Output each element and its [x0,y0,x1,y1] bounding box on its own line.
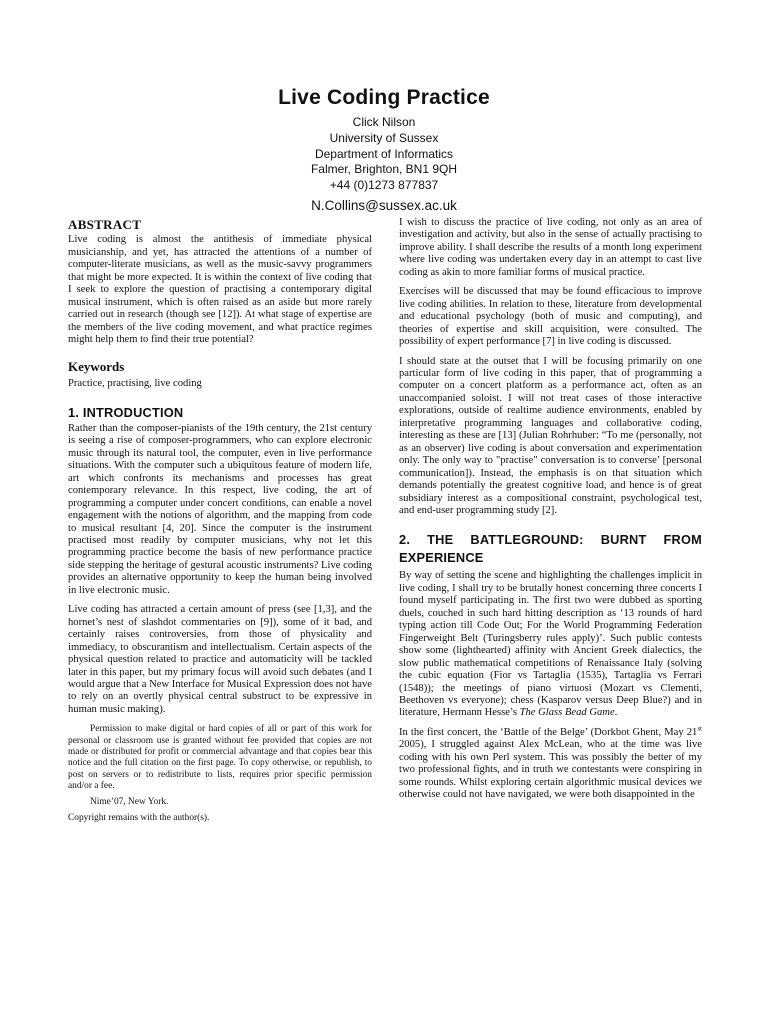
paper-title: Live Coding Practice [278,86,490,109]
right-paragraph-3: I should state at the outset that I will be focusing primarily on one particular form of live coding in this paper, that of programming a computer on a concert platform as a performance act, often as an unaccompanied soloist. I will not treat cases of those interactive explorations, outside of realtime audience environments, enabled by interpretative programming languages and collaborative coding, interesting as these are [13] (Julian Rohrhuber: “To me (personally, not as an observer) live coding is about conversation and experimentation only. The only way to "practise" conversation is to converse’ [personal communication]). Instead, the emphasis is on that situation which demands potentially the greatest cognitive load, and hence is of great subsidiary interest as a compositional constraint, psychological test, and end-user programming study [2]. [399,355,702,516]
right-paragraph-2: Exercises will be discussed that may be found efficacious to improve live coding abilities. In relation to these, literature from developmental and educational psychology (both of music and computing), and theories of expertise and skill acquisition, were consulted. The possibility of expert performance [7] in live coding is discussed. [399,286,702,348]
introduction-paragraph-2: Live coding has attracted a certain amount of press (see [1,3], and the hornet’s nest of slashdot commentaries on [9]), some of it bad, and certainly raises controversies, from those of physicality and immediacy, to obscurantism and intellectualism. Certain aspects of the physical question related to practice and automaticity will be tackled later in this paper, but my primary focus will avoid such debates (and I would argue that a New Interface for Musical Expression does not have to rely on an overtly physical central substruct to be expressive in human music making). [68,604,372,715]
ordinal-suffix: st [697,724,702,733]
keywords-text: Practice, practising, live coding [68,377,202,389]
battleground-paragraph-2 [399,724,702,802]
book-title: The Glass Bead Game [519,707,615,719]
right-paragraph-1: I wish to discuss the practice of live coding, not only as an area of investigation and activity, but also in the sense of actually practising to improve ability. I shall describe the results of a month long experiment where live coding was undertaken every day in an attempt to cast live coding as akin to more familiar forms of musical practice. [399,217,702,278]
battleground-heading: 2. THE BATTLEGROUND: BURNT FROM EXPERIENCE [399,532,702,566]
author-name: Click Nilson [352,115,416,129]
author-affiliation: University of Sussex [329,130,439,145]
battleground-p1-text: By way of setting the scene and highlighting the challenges implicit in live coding, I shall try to be brutally honest concerning three concerts I found myself participating in. The first two were dubbed as sporting duels, couched in such hard hitting description as ‘13 rounds of hard typing action till Code Out; For the World Programming Federation Fingerweight Belt (Turingsberry rules apply)’. Such public contests show some (lighthearted) affinity with Ancient Greek dialectics, the slow public mathematical competitions of Renaissance Italy (solving the cubic equation (Fior vs Tartaglia (1535), Tartaglia vs Ferrari (1548)); the meetings of piano virtuosi (Mozart vs Clementi, Beethoven vs everyone); chess (Kasparov versus Deep Blue?) and in literature, Hermann Hesse’s [399,570,702,719]
introduction-paragraph-1: Rather than the composer-pianists of the 19th century, the 21st century is seeing a rise of composer-programmers, who can explore electronic music through its natural tool, the computer, even in live performance situations. With the computer such a ubiquitous feature of modern life, art which confronts its mechanisms and processes has great contemporary relevance. In this respect, live coding, the art of programming a computer under concert conditions, can enable a novel engagement with the notions of algorithm, and the mapping from code to musical resultant [4, 20]. Since the computer is the instrument practised most readily by computer musicians, why not let this programming practice become the basis of new performance practice side stepping the heritage of gestural acoustic instruments? Live coding provides an alternative opportunity to keep the human being involved in live electronic music. [68,422,372,596]
author-email: N.Collins@sussex.ac.uk [311,197,457,213]
battleground-paragraph-1 [399,570,702,719]
author-address: Falmer, Brighton, BN1 9QH [310,162,458,177]
copyright-line: Copyright remains with the author(s). [68,813,210,824]
permission-notice [68,724,372,824]
keywords-heading: Keywords [68,358,125,374]
permission-text: Permission to make digital or hard copies of all or part of this work for personal or classroom use is granted without fee provided that copies are not made or distributed for profit or commercial advantage and that copies bear this notice and the full citation on the first page. To copy otherwise, or republish, to post on servers or to redistribute to lists, requires prior specific permission and/or a fee. [68,724,372,791]
left-column [68,219,372,830]
author-department: Department of Informatics [314,146,454,161]
abstract-text: Live coding is almost the antithesis of immediate physical musicianship, and yet, has attracted the attentions of a number of computer-literate musicians, as well as the music-savvy programmers that might be more expected. It is within the context of live coding that I seek to explore the question of practising a contemporary digital musical instrument, which is often raised as an aside but more rarely carried out in research (though see [12]). At what stage of expertise are the members of the live coding movement, and what practice regimes might help them to find their true potential? [68,234,372,346]
author-block [0,115,768,214]
conference-line: Nime’07, New York. [90,797,169,808]
battleground-p1-end: . [614,707,618,719]
abstract-heading: ABSTRACT [68,217,142,232]
battleground-p2-text-a: In the first concert, the ‘Battle of the Belge’ (Dorkbot Ghent, May 21 [399,726,698,738]
battleground-p2-text-b: 2005), I struggled against Alex McLean, who at the time was live coding with his own Perl system. This was possibly the better of my two professional fights, and in truth we contestants were conspiring in some rounds. Whilst exploring certain algorithmic musical devices we otherwise could not have navigated, we were both disappointed in the [399,739,702,801]
author-phone: +44 (0)1273 877837 [329,178,439,193]
right-column [399,217,702,809]
introduction-heading: 1. INTRODUCTION [68,405,184,421]
